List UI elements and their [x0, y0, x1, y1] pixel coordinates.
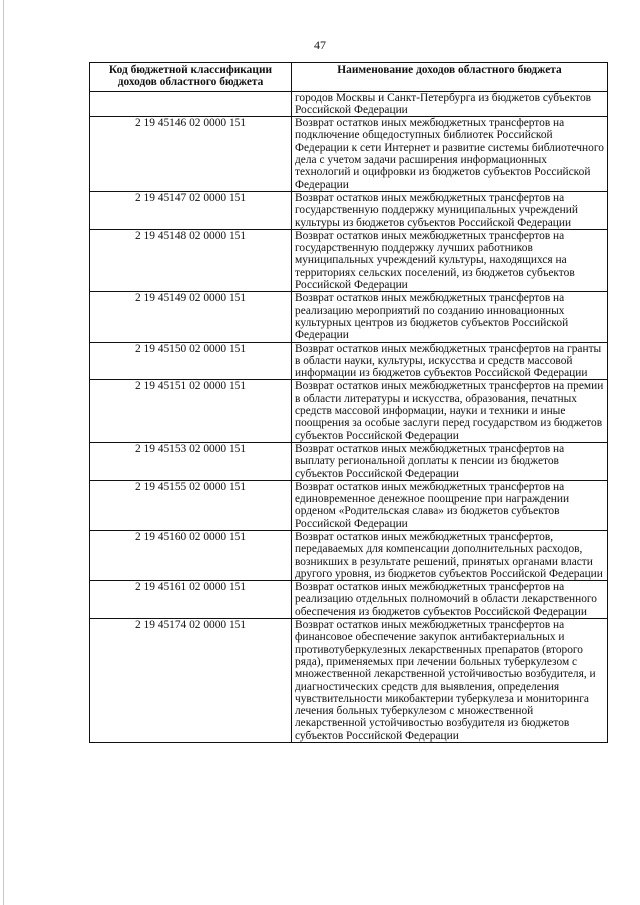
- page-number: 47: [314, 38, 326, 52]
- table-row: [90, 117, 608, 192]
- income-name-cell: Возврат остатков иных межбюджетных трансфертов, передаваемых для компенсации дополнительных расходов, возникших в результате решений, принятых органами власти другого уровня, из бюджетов субъектов Российской Федерации: [292, 530, 608, 580]
- budget-code-cell: 2 19 45155 02 0000 151: [90, 480, 292, 530]
- column-header-code: Код бюджетной классификации доходов областного бюджета: [90, 63, 292, 92]
- table-row: [90, 292, 608, 342]
- table-row: [90, 480, 608, 530]
- income-name-cell: Возврат остатков иных межбюджетных трансфертов на премии в области литературы и искусства, образования, печатных средств массовой информации, науки и техники и иные поощрения за особые заслуги перед государством из бюджетов субъектов Российской Федерации: [292, 380, 608, 442]
- table-row: [90, 581, 608, 619]
- income-name-cell: Возврат остатков иных межбюджетных трансфертов на государственную поддержку лучших работников муниципальных учреждений культуры, находящихся на территориях сельских поселений, из бюджетов субъектов Российской Федерации: [292, 229, 608, 291]
- income-name-cell: Возврат остатков иных межбюджетных трансфертов на реализацию отдельных полномочий в области лекарственного обеспечения из бюджетов субъектов Российской Федерации: [292, 581, 608, 619]
- income-name-cell: Возврат остатков иных межбюджетных трансфертов на государственную поддержку муниципальных учреждений культуры из бюджетов субъектов Российской Федерации: [292, 191, 608, 229]
- table-row: [90, 229, 608, 291]
- budget-code-cell: 2 19 45160 02 0000 151: [90, 530, 292, 580]
- table-row: [90, 91, 608, 117]
- income-name-cell: Возврат остатков иных межбюджетных трансфертов на подключение общедоступных библиотек Российской Федерации к сети Интернет и развитие системы библиотечного дела с учетом задачи расширения информационных технологий и оцифровки из бюджетов субъектов Российской Федерации: [292, 117, 608, 192]
- table-header-row: [90, 63, 608, 92]
- budget-code-cell: 2 19 45151 02 0000 151: [90, 380, 292, 442]
- income-name-cell: городов Москвы и Санкт-Петербурга из бюджетов субъектов Российской Федерации: [292, 91, 608, 117]
- table-row: [90, 342, 608, 380]
- table-row: [90, 619, 608, 743]
- income-name-cell: Возврат остатков иных межбюджетных трансфертов на единовременное денежное поощрение при награждении орденом «Родительская слава» из бюджетов субъектов Российской Федерации: [292, 480, 608, 530]
- table-row: [90, 442, 608, 480]
- budget-code-cell: 2 19 45146 02 0000 151: [90, 117, 292, 192]
- budget-code-cell: 2 19 45150 02 0000 151: [90, 342, 292, 380]
- income-name-cell: Возврат остатков иных межбюджетных трансфертов на выплату региональной доплаты к пенсии из бюджетов субъектов Российской Федерации: [292, 442, 608, 480]
- budget-code-cell: 2 19 45153 02 0000 151: [90, 442, 292, 480]
- budget-code-cell: 2 19 45161 02 0000 151: [90, 581, 292, 619]
- budget-code-cell: 2 19 45147 02 0000 151: [90, 191, 292, 229]
- scan-edge-line: [3, 0, 4, 905]
- table-row: [90, 530, 608, 580]
- income-name-cell: Возврат остатков иных межбюджетных трансфертов на финансовое обеспечение закупок антибактериальных и противотуберкулезных лекарственных препаратов (второго ряда), применяемых при лечении больных туберкулезом с множественной лекарственной устойчивостью возбудителя, и диагностических средств для выявления, определения чувствительности микобактерии туберкулеза и мониторинга лечения больных туберкулезом с множественной лекарственной устойчивостью возбудителя из бюджетов субъектов Российской Федерации: [292, 619, 608, 743]
- column-header-name: Наименование доходов областного бюджета: [292, 63, 608, 92]
- table-row: [90, 380, 608, 442]
- budget-classification-table: [89, 62, 608, 743]
- income-name-cell: Возврат остатков иных межбюджетных трансфертов на реализацию мероприятий по созданию инновационных культурных центров из бюджетов субъектов Российской Федерации: [292, 292, 608, 342]
- budget-code-cell: 2 19 45148 02 0000 151: [90, 229, 292, 291]
- budget-code-cell: 2 19 45149 02 0000 151: [90, 292, 292, 342]
- income-name-cell: Возврат остатков иных межбюджетных трансфертов на гранты в области науки, культуры, искусства и средств массовой информации из бюджетов субъектов Российской Федерации: [292, 342, 608, 380]
- table-body: [90, 91, 608, 742]
- budget-code-cell: 2 19 45174 02 0000 151: [90, 619, 292, 743]
- table-row: [90, 191, 608, 229]
- budget-code-cell: [90, 91, 292, 117]
